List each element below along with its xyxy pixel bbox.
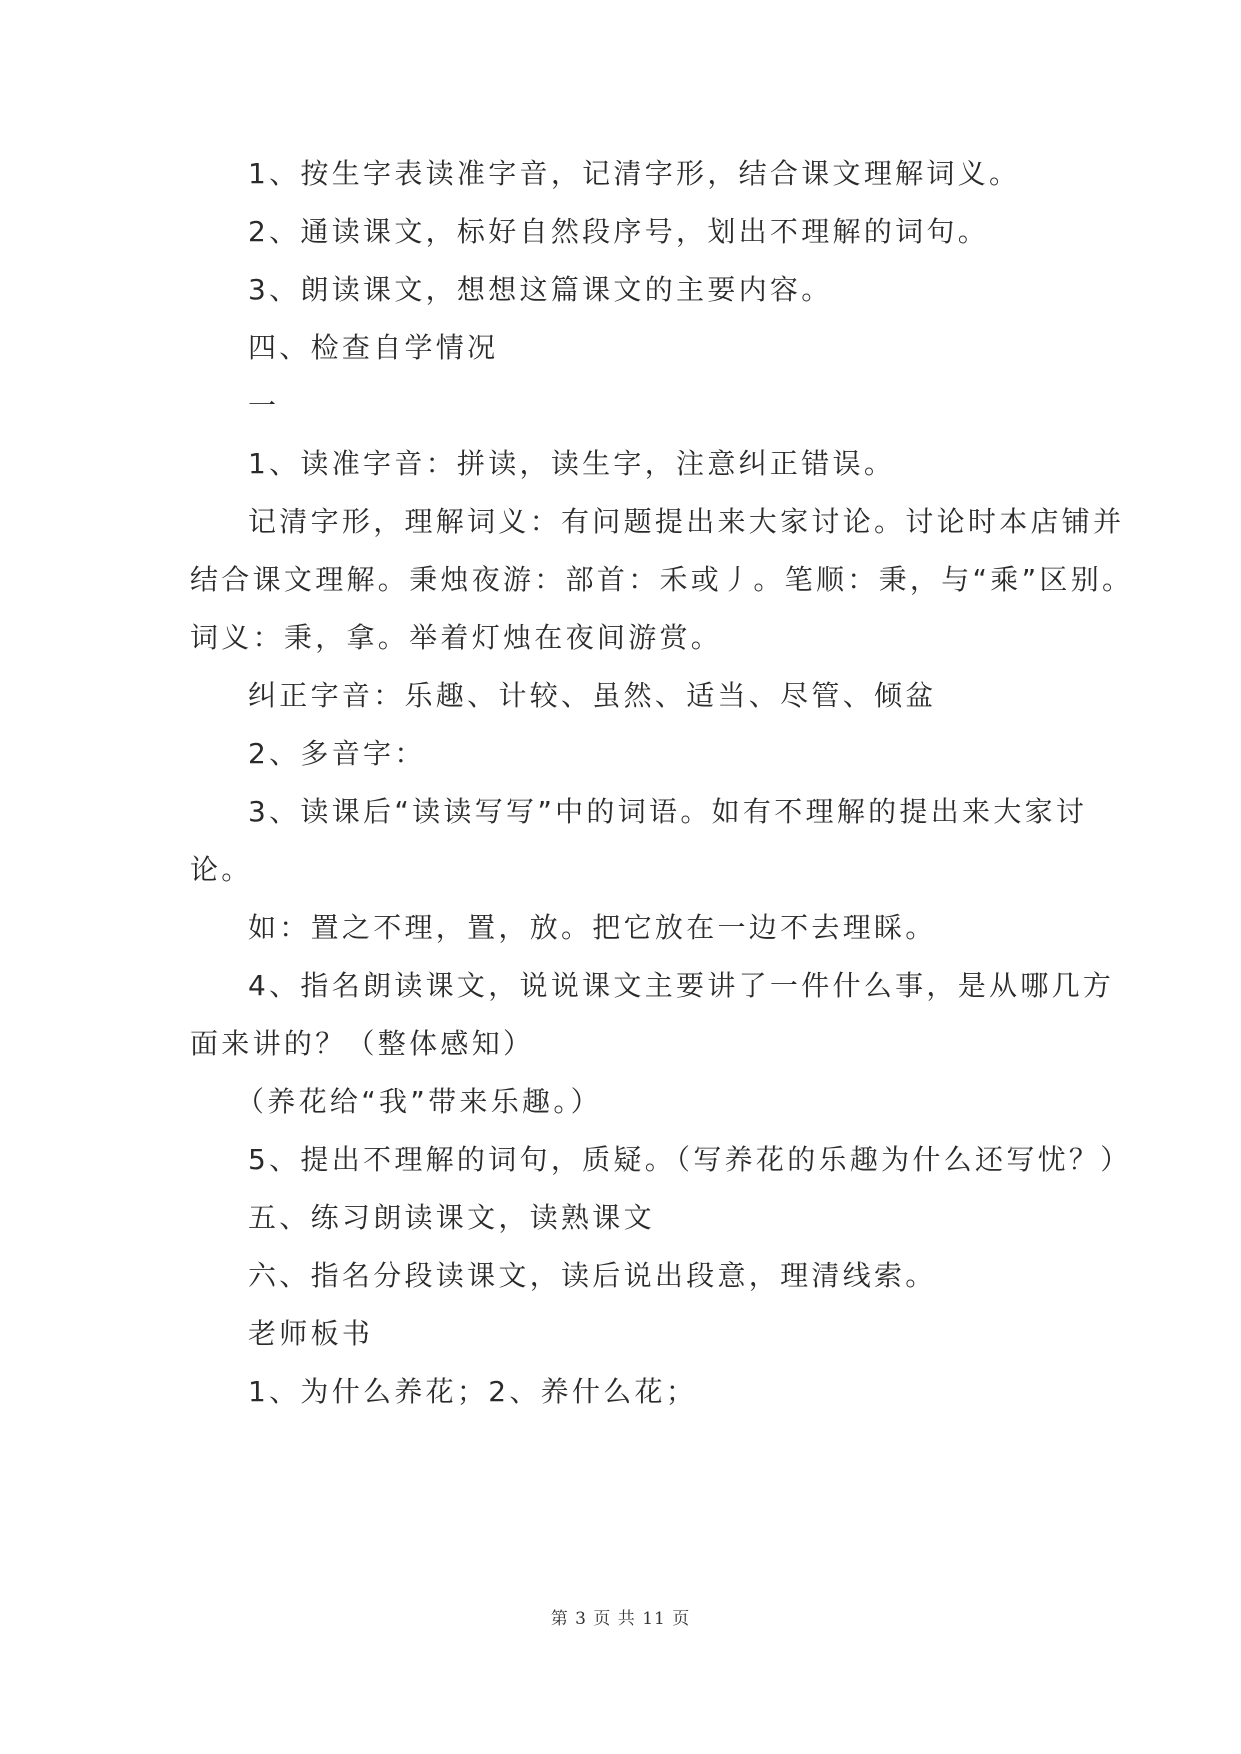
text-line: 3、读课后“读读写写”中的词语。如有不理解的提出来大家讨	[248, 795, 1088, 828]
text-line: 论。	[190, 853, 253, 886]
section-heading: 五、练习朗读课文，读熟课文	[248, 1201, 655, 1234]
page-number-footer: 第 3 页 共 11 页	[550, 1609, 691, 1629]
text-line: 1、按生字表读准字音，记清字形，结合课文理解词义。	[248, 157, 1021, 190]
text-line: （养花给“我”带来乐趣。）	[236, 1085, 602, 1118]
text-line: 纠正字音：乐趣、计较、虽然、适当、尽管、倾盆	[248, 679, 937, 712]
section-heading: 六、指名分段读课文，读后说出段意，理清线索。	[248, 1259, 937, 1292]
text-line: 5、提出不理解的词句，质疑。（写养花的乐趣为什么还写忧？）	[248, 1143, 1132, 1176]
text-line: 如：置之不理，置，放。把它放在一边不去理睬。	[248, 911, 937, 944]
text-line: 面来讲的？（整体感知）	[190, 1027, 535, 1060]
text-line: 1、读准字音：拼读，读生字，注意纠正错误。	[248, 447, 896, 480]
text-line: 3、朗读课文，想想这篇课文的主要内容。	[248, 273, 833, 306]
text-line: 2、通读课文，标好自然段序号，划出不理解的词句。	[248, 215, 990, 248]
text-line: 词义：秉，拿。举着灯烛在夜间游赏。	[190, 621, 723, 654]
text-line: 记清字形，理解词义：有问题提出来大家讨论。讨论时本店铺并	[248, 505, 1125, 538]
section-heading: 四、检查自学情况	[248, 331, 499, 364]
text-line: 4、指名朗读课文，说说课文主要讲了一件什么事，是从哪几方	[248, 969, 1115, 1002]
text-line: 1、为什么养花；2、养什么花；	[248, 1375, 698, 1408]
text-line: 一	[248, 389, 280, 422]
text-line: 老师板书	[248, 1317, 374, 1350]
text-line: 结合课文理解。秉烛夜游：部首：禾或丿。笔顺：秉，与“乘”区别。	[190, 563, 1134, 596]
text-line: 2、多音字：	[248, 737, 426, 770]
